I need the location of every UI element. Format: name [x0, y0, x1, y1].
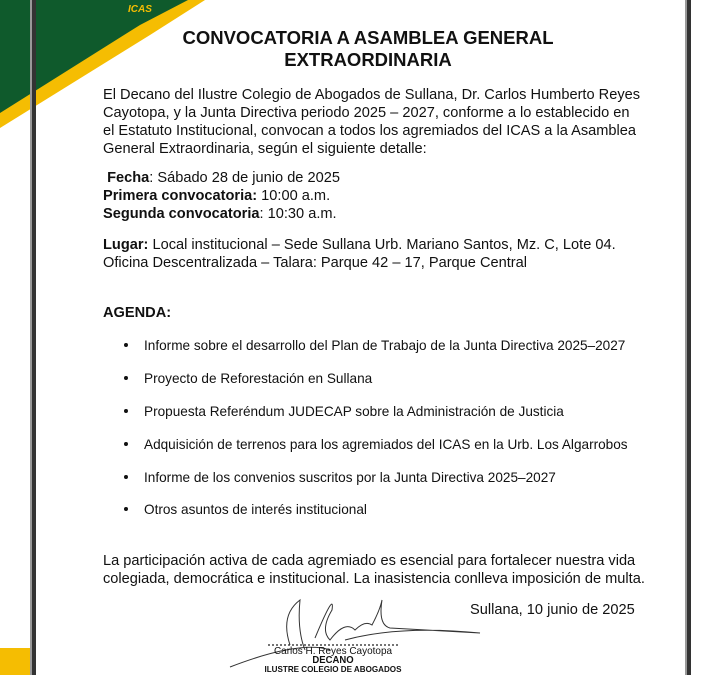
title-line-2: EXTRAORDINARIA	[284, 49, 452, 70]
lugar-line	[103, 236, 616, 254]
fecha-line	[103, 169, 340, 187]
title-line-1: CONVOCATORIA A ASAMBLEA GENERAL	[182, 27, 554, 48]
bullet-icon	[124, 376, 128, 380]
agenda-item-text: Proyecto de Reforestación en Sullana	[144, 371, 373, 386]
signer-org: ILUSTRE COLEGIO DE ABOGADOS	[264, 664, 402, 674]
fecha-label: Fecha	[107, 170, 150, 186]
right-border	[687, 0, 691, 675]
primera-line	[103, 187, 340, 205]
segunda-line	[103, 205, 340, 223]
fecha-value: : Sábado 28 de junio de 2025	[149, 170, 340, 186]
details-block	[103, 169, 340, 223]
agenda-item-text: Informe de los convenios suscritos por la Junta Directiva 2025–2027	[144, 470, 556, 485]
agenda-item-text: Otros asuntos de interés institucional	[144, 502, 367, 517]
intro-line: General Extraordinaria, según el siguiente detalle:	[103, 141, 427, 157]
oficina-line: Oficina Descentralizada – Talara: Parque 42 – 17, Parque Central	[103, 255, 528, 271]
segunda-label: Segunda convocatoria	[103, 206, 260, 222]
agenda-item	[124, 404, 564, 419]
agenda-item	[124, 502, 367, 517]
agenda-item	[124, 437, 628, 452]
intro-paragraph	[103, 86, 640, 158]
intro-line: El Decano del Ilustre Colegio de Abogados de Sullana, Dr. Carlos Humberto Reyes	[103, 87, 641, 103]
yellow-corner	[0, 648, 31, 675]
lugar-block	[103, 236, 616, 272]
agenda-item-text: Propuesta Referéndum JUDECAP sobre la Administración de Justicia	[144, 404, 564, 419]
agenda-item	[124, 338, 625, 353]
signer-role: DECANO	[312, 655, 354, 666]
closing-paragraph	[103, 552, 645, 588]
agenda-heading: AGENDA:	[103, 305, 172, 321]
agenda-item	[124, 371, 372, 386]
bullet-icon	[124, 442, 128, 446]
intro-line: Cayotopa, y la Junta Directiva periodo 2025 – 2027, conforme a lo establecido en	[103, 105, 630, 121]
signature-block	[262, 647, 405, 674]
primera-value: 10:00 a.m.	[257, 188, 331, 204]
date-place: Sullana, 10 junio de 2025	[470, 602, 635, 618]
intro-line: el Estatuto Institucional, convocan a todos los agremiados del ICAS a la Asamblea	[103, 123, 636, 139]
primera-label: Primera convocatoria:	[103, 188, 258, 204]
bullet-icon	[124, 409, 128, 413]
agenda-item-text: Adquisición de terrenos para los agremiados del ICAS en la Urb. Los Algarrobos	[144, 437, 628, 452]
agenda-item-text: Informe sobre el desarrollo del Plan de Trabajo de la Junta Directiva 2025–2027	[144, 338, 626, 353]
bullet-icon	[124, 507, 128, 511]
lugar-value: Local institucional – Sede Sullana Urb. Mariano Santos, Mz. C, Lote 04.	[148, 237, 616, 253]
bullet-icon	[124, 343, 128, 347]
logo-text: ICAS	[128, 4, 152, 15]
left-border	[32, 0, 36, 675]
closing-line: La participación activa de cada agremiado es esencial para fortalecer nuestra vida	[103, 553, 636, 569]
agenda-item	[124, 470, 556, 485]
bullet-icon	[124, 475, 128, 479]
closing-line: colegiada, democrática e institucional. La inasistencia conlleva imposición de multa.	[103, 571, 645, 587]
lugar-label: Lugar:	[103, 237, 149, 253]
segunda-value: : 10:30 a.m.	[259, 206, 337, 222]
document-title	[100, 27, 636, 71]
signer-name: Carlos H. Reyes Cayotopa	[273, 645, 393, 657]
